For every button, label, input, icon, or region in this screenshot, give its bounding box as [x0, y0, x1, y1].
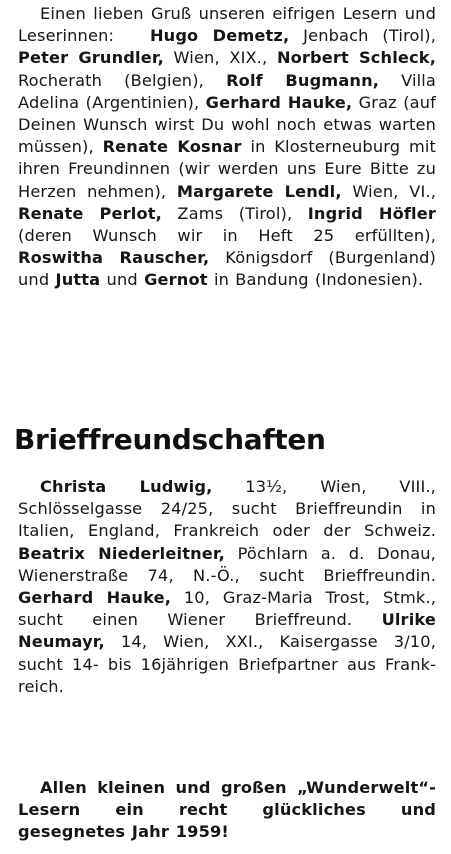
penpal-details: 13½, Wien, VIII., Schlösselgasse 24/25, sucht Brieffreundin in Italien, England, Frankreich oder der Schweiz.	[18, 477, 436, 541]
reader-name: Gerhard Hauke,	[205, 92, 353, 112]
reader-location: Wien, XIX.,	[173, 48, 268, 68]
penpal-paragraph	[18, 476, 436, 698]
reader-location: Wien, VI.,	[352, 181, 437, 201]
penpal-details: 14, Wien, XXI., Kaisergasse 3/10, sucht 14- bis 16jährigen Briefpartner aus Frankreich.	[18, 632, 437, 696]
reader-location: Villa Adelina (Argentinien),	[18, 70, 437, 112]
reader-name: Renate Perlot,	[18, 203, 162, 223]
reader-location: (deren Wunsch wir in Heft 25 erfüllten),	[18, 226, 436, 246]
reader-name: Ingrid Höfler	[307, 203, 436, 223]
greeting-intro: Einen lieben Gruß unseren eifrigen Lesern und Leserinnen:	[18, 4, 436, 46]
reader-name: Margarete Lendl,	[176, 181, 342, 201]
section-heading: Brieffreundschaften	[14, 423, 326, 456]
penpal-details: Pöchlarn a. d. Donau, Wienerstraße 74, N.-Ö., sucht Brieffreundin.	[18, 543, 436, 585]
penpal-details: 10, Graz-Maria Trost, Stmk., sucht einen Wiener Brieffreund.	[18, 588, 436, 630]
reader-location: Jenbach (Tirol),	[303, 26, 436, 46]
penpal-name: Beatrix Niederleitner,	[18, 543, 225, 563]
reader-name: Hugo Demetz,	[149, 26, 290, 46]
reader-name: Rolf Bugmann,	[226, 70, 380, 90]
closing-text: Allen kleinen und großen „Wunderwelt“-Lesern ein recht glückliches und gesegnetes Jahr 1959!	[18, 778, 436, 842]
penpal-name: Ulrike Neumayr,	[18, 610, 436, 652]
greeting-paragraph	[18, 3, 436, 292]
penpal-name: Christa Ludwig,	[40, 477, 213, 496]
reader-name: Peter Grundler,	[18, 48, 164, 68]
reader-location: in Bandung (Indonesien).	[213, 270, 424, 290]
reader-location: Königsdorf (Burgenland) und	[18, 248, 436, 290]
reader-location: in Klosterneuburg mit ihren Freundinnen (wir werden uns Eure Bitte zu Herzen nehmen),	[18, 137, 437, 201]
reader-name: Roswitha Rauscher,	[18, 248, 210, 268]
reader-location: Rocherath (Belgien),	[18, 70, 204, 90]
reader-name: Norbert Schleck,	[276, 48, 437, 68]
reader-name: Gernot	[144, 270, 208, 290]
closing-greeting	[18, 777, 436, 844]
penpal-name: Gerhard Hauke,	[18, 588, 172, 608]
reader-name: Jutta	[55, 270, 101, 290]
reader-location: und	[106, 270, 138, 290]
reader-location: Graz (auf Deinen Wunsch wirst Du wohl noch etwas warten müssen),	[18, 92, 436, 157]
reader-name: Renate Kosnar	[102, 137, 242, 157]
reader-location: Zams (Tirol),	[177, 203, 293, 223]
